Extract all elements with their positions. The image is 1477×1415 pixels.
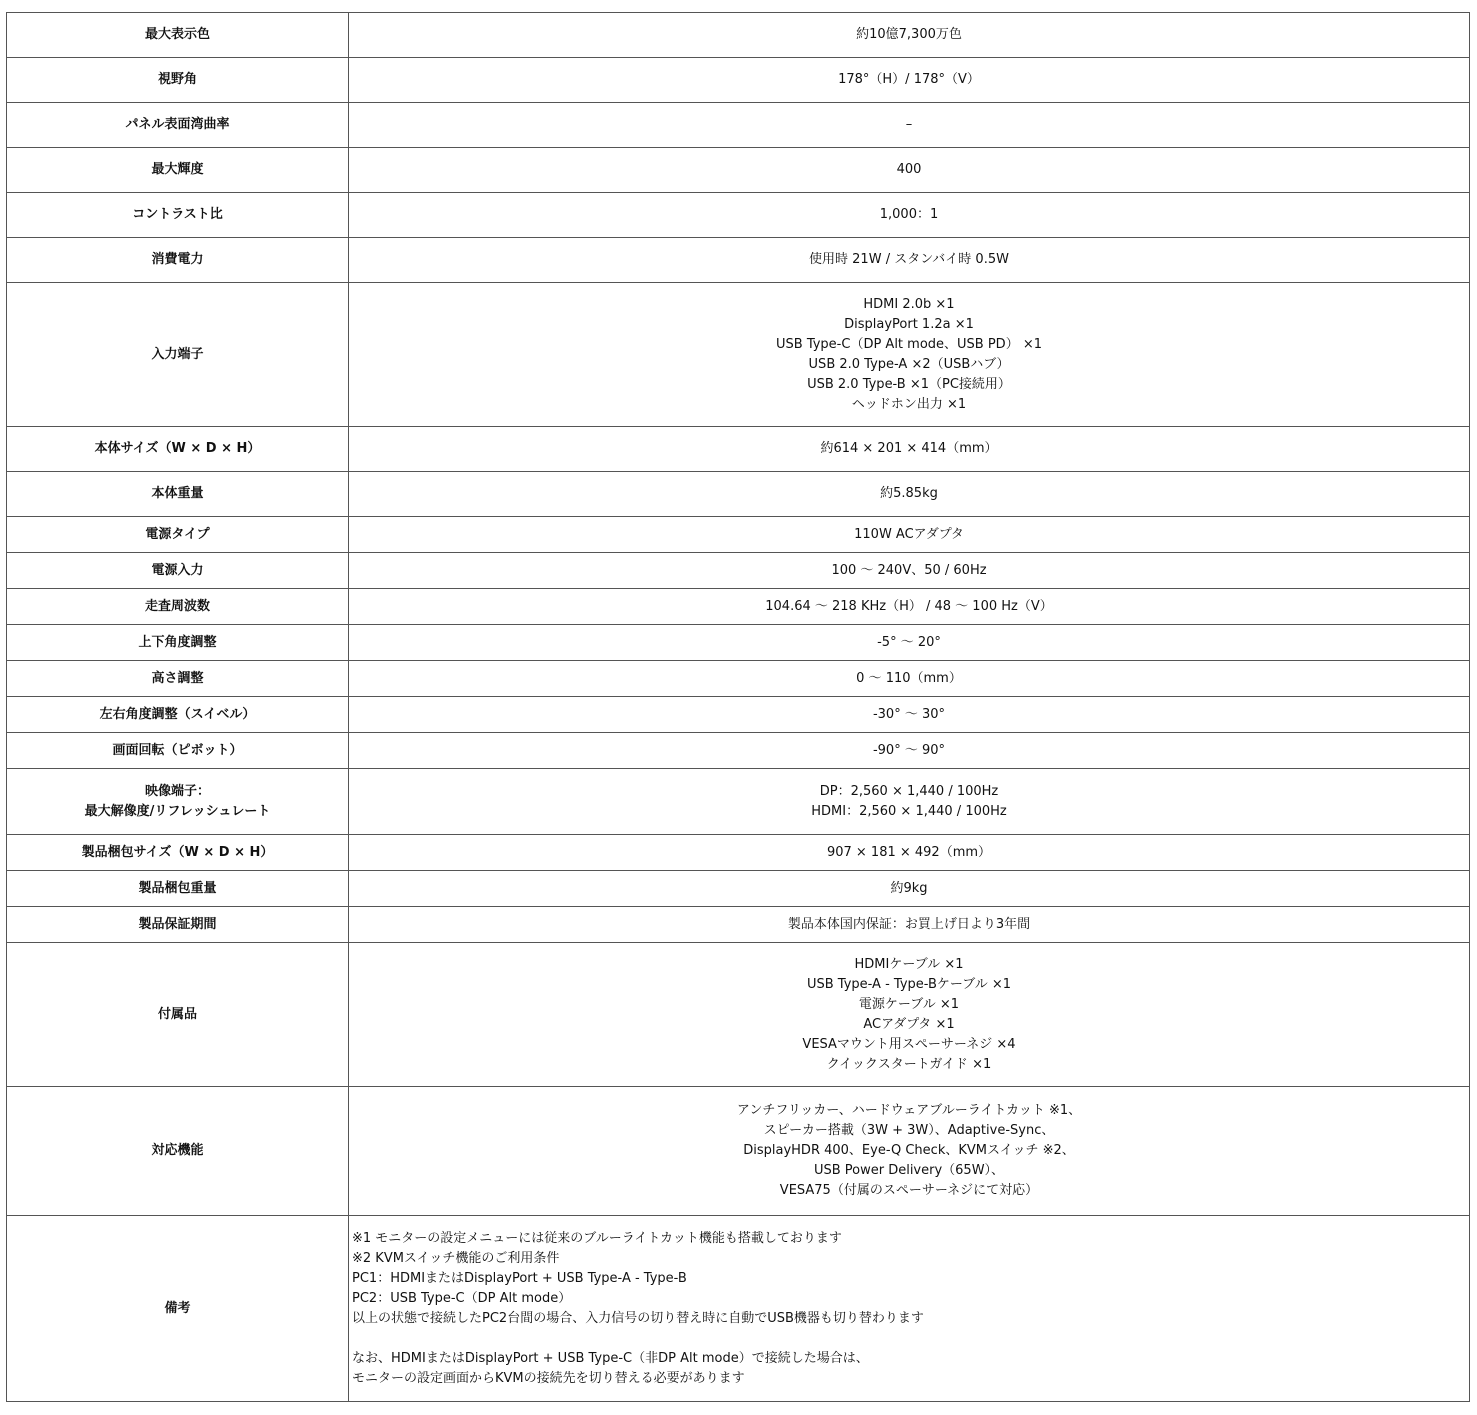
spec-value-line: 1,000：1 [879,207,939,222]
spec-row [7,1216,1470,1402]
spec-label [7,661,349,697]
spec-value-line: -5° ～ 20° [877,634,941,650]
spec-value [349,907,1470,943]
spec-label [7,1087,349,1216]
spec-value-line: HDMIケーブル ×1 [854,956,964,972]
spec-label-line: 視野角 [157,72,197,87]
spec-row [7,103,1470,148]
spec-row [7,472,1470,517]
spec-value-line: ヘッドホン出力 ×1 [851,396,967,412]
spec-value-line: USB Type-C（DP Alt mode、USB PD） ×1 [776,336,1042,352]
spec-label [7,427,349,472]
spec-value-line: 電源ケーブル ×1 [858,996,960,1012]
spec-label [7,238,349,283]
spec-label [7,517,349,553]
spec-value [349,625,1470,661]
spec-value-line: DisplayHDR 400、Eye-Q Check、KVMスイッチ ※2、 [743,1143,1075,1158]
spec-row [7,697,1470,733]
spec-label-line: パネル表面湾曲率 [125,117,230,132]
spec-value-line: 以上の状態で接続したPC2台間の場合、入力信号の切り替え時に自動でUSB機器も切り替わります [352,1310,924,1326]
spec-value [349,661,1470,697]
spec-label-line: 最大解像度/リフレッシュレート [84,803,271,819]
spec-value [349,103,1470,148]
spec-value [349,871,1470,907]
spec-label-line: 入力端子 [151,346,204,362]
spec-value-line: PC2：USB Type-C（DP Alt mode） [352,1290,572,1306]
spec-label-line: 備考 [164,1300,191,1316]
spec-label [7,193,349,238]
spec-row [7,148,1470,193]
spec-row [7,517,1470,553]
spec-value-line: 0 ～ 110（mm） [856,670,962,686]
spec-row [7,943,1470,1087]
spec-value-line: PC1：HDMIまたはDisplayPort + USB Type-A - Type-B [352,1270,687,1286]
spec-label [7,58,349,103]
spec-value [349,238,1470,283]
spec-value-line: 104.64 ～ 218 KHz（H） / 48 ～ 100 Hz（V） [765,598,1053,614]
spec-value [349,427,1470,472]
spec-label-line: 画面回転（ピボット） [112,742,243,758]
spec-label-line: 製品保証期間 [138,916,217,932]
spec-label [7,13,349,58]
spec-row [7,661,1470,697]
spec-value-line: USB Type-A - Type-Bケーブル ×1 [806,976,1012,992]
spec-label [7,148,349,193]
spec-table [6,12,1470,1402]
spec-value-line: 約5.85kg [880,486,938,501]
blank-line [352,1329,1465,1349]
spec-label-line: コントラスト比 [132,207,223,222]
spec-value [349,943,1470,1087]
spec-label-line: 最大輝度 [151,162,204,177]
spec-value-line: -30° ～ 30° [872,706,946,722]
spec-label-line: 走査周波数 [144,598,210,614]
spec-value [349,733,1470,769]
spec-value-line: VESAマウント用スペーサーネジ ×4 [802,1036,1016,1052]
spec-label-line: 製品梱包サイズ（W × D × H） [81,844,274,860]
spec-value-line: 約614 × 201 × 414（mm） [820,441,998,456]
spec-label-line: 本体重量 [151,486,204,501]
spec-label [7,871,349,907]
spec-label-line: 左右角度調整（スイベル） [99,706,256,722]
spec-value-line: スピーカー搭載（3W + 3W）、Adaptive-Sync、 [763,1123,1055,1138]
spec-table-body [7,13,1470,1402]
spec-row [7,58,1470,103]
spec-value-line: VESA75（付属のスペーサーネジにて対応） [779,1183,1039,1198]
spec-value [349,472,1470,517]
spec-value-line: 178°（H）/ 178°（V） [838,72,980,87]
spec-value-line: なお、HDMIまたはDisplayPort + USB Type-C（非DP Alt mode）で接続した場合は、 [352,1350,869,1366]
spec-row [7,871,1470,907]
spec-row [7,238,1470,283]
spec-value-line: 約9kg [890,880,928,896]
spec-value-line: クイックスタートガイド ×1 [826,1056,992,1072]
spec-row [7,1087,1470,1216]
spec-label [7,697,349,733]
spec-label [7,733,349,769]
spec-label-line: 本体サイズ（W × D × H） [94,441,261,456]
spec-label-line: 製品梱包重量 [138,880,217,896]
spec-value-line: – [905,117,913,132]
spec-value-line: DP：2,560 × 1,440 / 100Hz [819,783,999,799]
spec-value-line: ACアダプタ ×1 [863,1016,955,1032]
spec-value-line: モニターの設定画面からKVMの接続先を切り替える必要があります [352,1370,745,1386]
spec-value [349,148,1470,193]
spec-label-line: 最大表示色 [144,27,210,42]
spec-row [7,589,1470,625]
spec-value-line: DisplayPort 1.2a ×1 [844,316,974,332]
spec-value [349,769,1470,835]
spec-label-line: 映像端子： [144,783,210,799]
spec-label [7,589,349,625]
spec-row [7,553,1470,589]
spec-label [7,769,349,835]
spec-value-line: 100 ～ 240V、50 / 60Hz [831,562,987,578]
spec-row [7,427,1470,472]
spec-value-line: ※1 モニターの設定メニューには従来のブルーライトカット機能も搭載しております [352,1230,842,1246]
spec-value-line: 400 [896,162,922,177]
spec-value-line: -90° ～ 90° [872,742,946,758]
spec-label [7,283,349,427]
spec-label-line: 消費電力 [151,252,204,267]
spec-row [7,193,1470,238]
spec-value-line: USB 2.0 Type-A ×2（USBハブ） [808,356,1010,372]
spec-label [7,943,349,1087]
spec-value [349,283,1470,427]
spec-value-line: 110W ACアダプタ [854,526,964,542]
spec-value-line: 使用時 21W / スタンバイ時 0.5W [809,252,1009,267]
spec-value-line: HDMI 2.0b ×1 [863,296,955,312]
spec-label [7,625,349,661]
spec-value-line: HDMI：2,560 × 1,440 / 100Hz [811,803,1007,819]
spec-value-line: USB Power Delivery（65W）、 [813,1163,1005,1178]
spec-label [7,553,349,589]
spec-value-line: 約10億7,300万色 [856,27,962,42]
spec-value-line: USB 2.0 Type-B ×1（PC接続用） [807,376,1011,392]
spec-row [7,13,1470,58]
spec-value [349,835,1470,871]
spec-value [349,517,1470,553]
spec-row [7,733,1470,769]
spec-label [7,835,349,871]
spec-value-line: 製品本体国内保証：お買上げ日より3年間 [787,916,1031,932]
spec-label [7,103,349,148]
spec-value [349,553,1470,589]
spec-value [349,1216,1470,1402]
spec-label-line: 上下角度調整 [138,634,217,650]
spec-label [7,472,349,517]
spec-value [349,589,1470,625]
spec-value-line: 907 × 181 × 492（mm） [826,844,992,860]
spec-row [7,283,1470,427]
spec-value [349,13,1470,58]
spec-row [7,769,1470,835]
spec-value-line: ※2 KVMスイッチ機能のご利用条件 [352,1250,560,1266]
spec-value [349,58,1470,103]
spec-row [7,835,1470,871]
spec-value [349,193,1470,238]
spec-label [7,907,349,943]
spec-value [349,1087,1470,1216]
spec-label-line: 付属品 [157,1006,197,1022]
spec-label-line: 対応機能 [151,1143,204,1158]
spec-row [7,907,1470,943]
spec-row [7,625,1470,661]
spec-label-line: 電源入力 [151,562,204,578]
spec-value-line: アンチフリッカー、ハードウェアブルーライトカット ※1、 [736,1103,1082,1118]
spec-label-line: 電源タイプ [145,526,210,542]
spec-label-line: 高さ調整 [151,670,204,686]
spec-value [349,697,1470,733]
spec-label [7,1216,349,1402]
